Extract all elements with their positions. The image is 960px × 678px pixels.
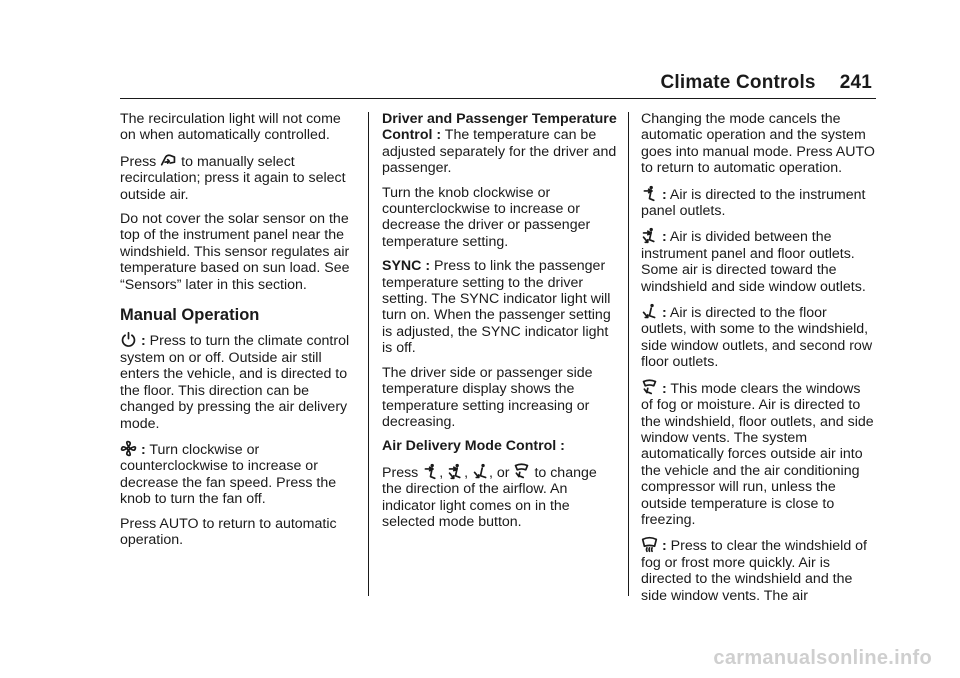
paragraph: : Turn clockwise or counterclockwise to increase or decrease the fan speed. Press the knob to turn the fan off.	[120, 441, 337, 508]
bilevel-mode-icon	[641, 227, 658, 244]
vent-mode-icon	[422, 463, 439, 480]
floor-mode-icon	[472, 463, 489, 480]
column-1	[120, 111, 355, 556]
paragraph: Press to manually select recirculation; press it again to select outside air.	[120, 153, 346, 203]
paragraph: The driver side or passenger side temperature display shows the temperature setting increasing or decreasing.	[382, 364, 593, 430]
paragraph: : Air is divided between the instrument panel and floor outlets. Some air is directed toward the windshield and side window outlets.	[641, 229, 866, 295]
fan-icon	[120, 440, 137, 457]
paragraph: : Press to clear the windshield of fog or frost more quickly. Air is directed to the windshield and the side window vents. The air	[641, 538, 868, 604]
recirculation-icon	[160, 152, 177, 169]
paragraph: Press , , , or to change the direction of the airflow. An indicator light comes on in the selected mode button.	[382, 464, 597, 530]
defog-mode-icon	[513, 463, 530, 480]
page-number: 241	[839, 72, 872, 93]
defrost-icon	[641, 536, 658, 553]
column-divider-1	[368, 112, 369, 596]
paragraph: Press AUTO to return to automatic operation.	[120, 515, 337, 548]
power-icon	[120, 331, 137, 348]
paragraph: : This mode clears the windows of fog or moisture. Air is directed to the windshield, floor outlets, and side window vents. The system automatically forces outside air into the vehicle and the air conditioning compressor will run, unless the outside temperature is close to freezing.	[641, 380, 874, 528]
paragraph: Air Delivery Mode Control :	[382, 438, 565, 455]
column-3	[641, 111, 876, 612]
paragraph: Do not cover the solar sensor on the top of the instrument panel near the windshield. This sensor regulates air temperature based on sun load. See “Sensors” later in this section.	[120, 211, 350, 293]
paragraph: : Air is directed to the floor outlets, with some to the windshield, side window outlets, and second row floor outlets.	[641, 305, 873, 371]
paragraph: SYNC : Press to link the passenger temperature setting to the driver setting. The SYNC indicator light will turn on. When the passenger setting is adjusted, the SYNC indicator light is off.	[382, 258, 611, 357]
section-heading: Manual Operation	[120, 306, 260, 325]
page-header	[660, 72, 872, 94]
paragraph: Driver and Passenger Temperature Control : The temperature can be adjusted separately for the driver and passenger.	[382, 111, 617, 177]
watermark: carmanualsonline.info	[713, 647, 932, 669]
paragraph: : Air is directed to the instrument panel outlets.	[641, 186, 866, 220]
section-title: Climate Controls	[660, 72, 816, 93]
floor-mode-icon	[641, 303, 658, 320]
column-divider-2	[628, 112, 629, 596]
paragraph: Turn the knob clockwise or counterclockwise to increase or decrease the driver or passenger temperature setting.	[382, 184, 591, 250]
header-rule	[120, 98, 876, 99]
paragraph: : Press to turn the climate control system on or off. Outside air still enters the vehicle, and is directed to the floor. This direction can be changed by pressing the air delivery mode.	[120, 333, 350, 432]
vent-mode-icon	[641, 185, 658, 202]
paragraph: The recirculation light will not come on when automatically controlled.	[120, 111, 341, 144]
bilevel-mode-icon	[447, 463, 464, 480]
defog-mode-icon	[641, 379, 658, 396]
paragraph: Changing the mode cancels the automatic operation and the system goes into manual mode. Press AUTO to return to automatic operation.	[641, 111, 875, 177]
column-2	[382, 111, 617, 538]
